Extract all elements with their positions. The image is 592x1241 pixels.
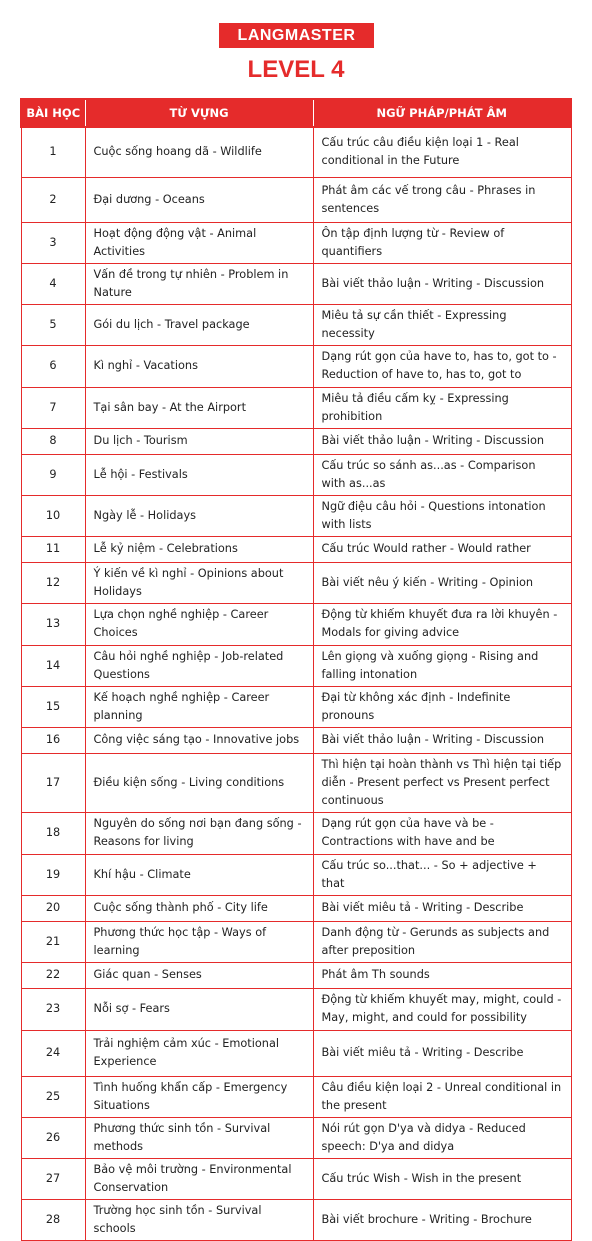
grammar-cell: Bài viết thảo luận - Writing - Discussion	[313, 727, 571, 753]
vocabulary-cell: Phương thức sinh tồn - Survival methods	[85, 1117, 313, 1158]
lesson-number: 6	[21, 345, 85, 387]
vocabulary-cell: Đại dương - Oceans	[85, 177, 313, 222]
grammar-cell: Bài viết miêu tả - Writing - Describe	[313, 1030, 571, 1076]
grammar-cell: Bài viết brochure - Writing - Brochure	[313, 1199, 571, 1240]
table-row	[21, 1199, 571, 1240]
lesson-number: 1	[21, 127, 85, 177]
page-title: LEVEL 4	[247, 56, 345, 83]
grammar-cell: Dạng rút gọn của have và be - Contractions with have and be	[313, 812, 571, 854]
grammar-cell: Câu điều kiện loại 2 - Unreal conditional in the present	[313, 1076, 571, 1117]
vocabulary-cell: Vấn đề trong tự nhiên - Problem in Nature	[85, 263, 313, 304]
lesson-number: 15	[21, 686, 85, 727]
vocabulary-cell: Du lịch - Tourism	[85, 428, 313, 454]
grammar-cell: Cấu trúc so...that... - So + adjective + that	[313, 854, 571, 895]
vocabulary-cell: Cuộc sống hoang dã - Wildlife	[85, 127, 313, 177]
vocabulary-cell: Ý kiến về kì nghỉ - Opinions about Holidays	[85, 562, 313, 603]
lesson-number: 13	[21, 603, 85, 645]
table-row	[21, 177, 571, 222]
vocabulary-cell: Nỗi sợ - Fears	[85, 988, 313, 1030]
brand-name: LANGMASTER	[237, 26, 356, 44]
grammar-cell: Đại từ không xác định - Indefinite pronouns	[313, 686, 571, 727]
lesson-number: 27	[21, 1158, 85, 1199]
grammar-cell: Cấu trúc Wish - Wish in the present	[313, 1158, 571, 1199]
lesson-number: 5	[21, 304, 85, 345]
lesson-number: 19	[21, 854, 85, 895]
lesson-number: 4	[21, 263, 85, 304]
table-row	[21, 1076, 571, 1117]
vocabulary-cell: Kế hoạch nghề nghiệp - Career planning	[85, 686, 313, 727]
lesson-number: 16	[21, 727, 85, 753]
table-row	[21, 428, 571, 454]
table-row	[21, 686, 571, 727]
grammar-cell: Bài viết thảo luận - Writing - Discussion	[313, 263, 571, 304]
lesson-number: 8	[21, 428, 85, 454]
table-row	[21, 304, 571, 345]
table-row	[21, 812, 571, 854]
grammar-cell: Ngữ điệu câu hỏi - Questions intonation with lists	[313, 495, 571, 536]
table-row	[21, 127, 571, 177]
table-row	[21, 854, 571, 895]
lesson-number: 21	[21, 921, 85, 962]
grammar-cell: Danh động từ - Gerunds as subjects and after preposition	[313, 921, 571, 962]
header-grammar: NGỮ PHÁP/PHÁT ÂM	[313, 99, 571, 127]
vocabulary-cell: Hoạt động động vật - Animal Activities	[85, 222, 313, 263]
lesson-number: 10	[21, 495, 85, 536]
lesson-number: 23	[21, 988, 85, 1030]
vocabulary-cell: Cuộc sống thành phố - City life	[85, 895, 313, 921]
vocabulary-cell: Kì nghỉ - Vacations	[85, 345, 313, 387]
table-row	[21, 645, 571, 686]
grammar-cell: Bài viết miêu tả - Writing - Describe	[313, 895, 571, 921]
lesson-number: 28	[21, 1199, 85, 1240]
grammar-cell: Bài viết nêu ý kiến - Writing - Opinion	[313, 562, 571, 603]
table-row	[21, 387, 571, 428]
table-row	[21, 727, 571, 753]
grammar-cell: Miêu tả điều cấm kỵ - Expressing prohibition	[313, 387, 571, 428]
grammar-cell: Bài viết thảo luận - Writing - Discussion	[313, 428, 571, 454]
lesson-number: 25	[21, 1076, 85, 1117]
grammar-cell: Phát âm Th sounds	[313, 962, 571, 988]
lesson-number: 14	[21, 645, 85, 686]
lesson-number: 17	[21, 753, 85, 812]
vocabulary-cell: Lễ hội - Festivals	[85, 454, 313, 495]
vocabulary-cell: Bảo vệ môi trường - Environmental Conservation	[85, 1158, 313, 1199]
lesson-number: 20	[21, 895, 85, 921]
grammar-cell: Cấu trúc Would rather - Would rather	[313, 536, 571, 562]
grammar-cell: Nói rút gọn D'ya và didya - Reduced speech: D'ya and didya	[313, 1117, 571, 1158]
table-row	[21, 454, 571, 495]
table-row	[21, 562, 571, 603]
table-row	[21, 895, 571, 921]
grammar-cell: Động từ khiếm khuyết may, might, could - May, might, and could for possibility	[313, 988, 571, 1030]
vocabulary-cell: Công việc sáng tạo - Innovative jobs	[85, 727, 313, 753]
lesson-number: 9	[21, 454, 85, 495]
vocabulary-cell: Phương thức học tập - Ways of learning	[85, 921, 313, 962]
vocabulary-cell: Giác quan - Senses	[85, 962, 313, 988]
grammar-cell: Lên giọng và xuống giọng - Rising and falling intonation	[313, 645, 571, 686]
grammar-cell: Thì hiện tại hoàn thành vs Thì hiện tại tiếp diễn - Present perfect vs Present perfect continuous	[313, 753, 571, 812]
vocabulary-cell: Tại sân bay - At the Airport	[85, 387, 313, 428]
vocabulary-cell: Trường học sinh tồn - Survival schools	[85, 1199, 313, 1240]
lesson-number: 3	[21, 222, 85, 263]
table-row	[21, 988, 571, 1030]
table-row	[21, 1117, 571, 1158]
table-row	[21, 1158, 571, 1199]
brand-logo	[219, 23, 374, 48]
vocabulary-cell: Khí hậu - Climate	[85, 854, 313, 895]
table-row	[21, 263, 571, 304]
table-row	[21, 222, 571, 263]
vocabulary-cell: Lễ kỷ niệm - Celebrations	[85, 536, 313, 562]
header-lesson: BÀI HỌC	[21, 99, 85, 127]
vocabulary-cell: Gói du lịch - Travel package	[85, 304, 313, 345]
lesson-number: 22	[21, 962, 85, 988]
grammar-cell: Dạng rút gọn của have to, has to, got to - Reduction of have to, has to, got to	[313, 345, 571, 387]
vocabulary-cell: Nguyên do sống nơi bạn đang sống - Reasons for living	[85, 812, 313, 854]
table-row	[21, 753, 571, 812]
lesson-number: 7	[21, 387, 85, 428]
lesson-number: 12	[21, 562, 85, 603]
table-row	[21, 603, 571, 645]
table-row	[21, 495, 571, 536]
header-vocabulary: TỪ VỰNG	[85, 99, 313, 127]
lesson-number: 18	[21, 812, 85, 854]
table-row	[21, 921, 571, 962]
vocabulary-cell: Trải nghiệm cảm xúc - Emotional Experience	[85, 1030, 313, 1076]
vocabulary-cell: Điều kiện sống - Living conditions	[85, 753, 313, 812]
table-row	[21, 536, 571, 562]
grammar-cell: Miêu tả sự cần thiết - Expressing necessity	[313, 304, 571, 345]
lesson-number: 24	[21, 1030, 85, 1076]
grammar-cell: Động từ khiếm khuyết đưa ra lời khuyên - Modals for giving advice	[313, 603, 571, 645]
grammar-cell: Cấu trúc so sánh as...as - Comparison with as...as	[313, 454, 571, 495]
table-row	[21, 962, 571, 988]
table-header-row	[21, 99, 571, 127]
vocabulary-cell: Lựa chọn nghề nghiệp - Career Choices	[85, 603, 313, 645]
lesson-number: 11	[21, 536, 85, 562]
lesson-number: 26	[21, 1117, 85, 1158]
lesson-number: 2	[21, 177, 85, 222]
grammar-cell: Ôn tập định lượng từ - Review of quantifiers	[313, 222, 571, 263]
grammar-cell: Phát âm các vế trong câu - Phrases in sentences	[313, 177, 571, 222]
vocabulary-cell: Tình huống khẩn cấp - Emergency Situations	[85, 1076, 313, 1117]
table-row	[21, 1030, 571, 1076]
vocabulary-cell: Câu hỏi nghề nghiệp - Job-related Questions	[85, 645, 313, 686]
table-row	[21, 345, 571, 387]
lesson-table	[20, 98, 572, 1241]
grammar-cell: Cấu trúc câu điều kiện loại 1 - Real conditional in the Future	[313, 127, 571, 177]
vocabulary-cell: Ngày lễ - Holidays	[85, 495, 313, 536]
